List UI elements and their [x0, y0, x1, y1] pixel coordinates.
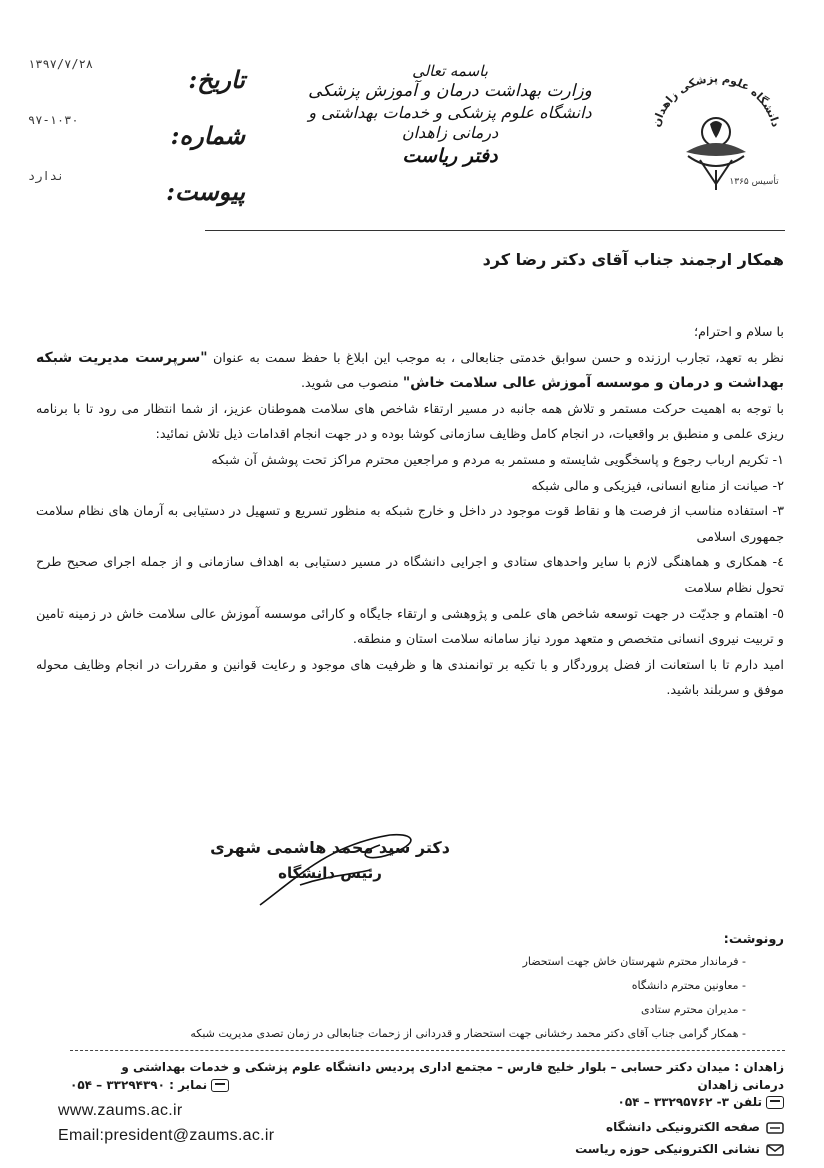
list-item: ۱- تکریم ارباب رجوع و پاسخگویی شایسته و مستمر به مردم و مراجعین محترم مراکز تحت پوشش آن شبکه — [211, 452, 784, 468]
list-item: ۲- صیانت از منابع انسانی، فیزیکی و مالی شبکه — [531, 478, 784, 494]
letter-body — [36, 320, 784, 704]
letter-meta-values — [28, 52, 118, 220]
closing-paragraph: امید دارم تا با استعانت از فضل پروردگار و با تکیه بر توانمندی ها و ظرفیت های موجود و رعایت قوانین و مقررات در انجام وظایف محوله موفق و سربلند باشید. — [36, 657, 784, 699]
header-divider — [205, 230, 785, 231]
email-link[interactable]: Email:president@zaums.ac.ir — [58, 1127, 275, 1144]
letter-meta-labels — [150, 60, 245, 228]
university-full-name: دانشگاه علوم پزشکی و خدمات بهداشتی و درمانی زاهدان — [308, 102, 592, 143]
appointment-text-end: منصوب می شوید. — [300, 376, 403, 392]
attachment-label: پیوست: — [166, 177, 245, 206]
footer-phone — [618, 1095, 784, 1109]
cc-item: - فرماندار محترم شهرستان خاش جهت استحضار — [522, 955, 746, 968]
website-link[interactable]: www.zaums.ac.ir — [58, 1102, 183, 1119]
date-value: ۱۳۹۷/۷/۲۸ — [28, 57, 94, 71]
footer-divider — [70, 1050, 785, 1051]
number-value: ۹۷-۱۰۳۰ — [28, 113, 79, 127]
fax-text: نمابر : ۳۳۲۹۴۳۹۰ – ۰۵۴ — [70, 1078, 208, 1092]
bismillah: باسمه تعالی — [412, 62, 488, 80]
footer-email-label — [575, 1142, 784, 1156]
footer-address: زاهدان : میدان دکتر حسابی – بلوار خلیج فارس – مجتمع اداری پردیس دانشگاه علوم پزشکی و خدمات بهداشتی و درمانی زاهدان — [121, 1060, 784, 1092]
phone-text: تلفن ۳- ۳۳۲۹۵۷۶۲ – ۰۵۴ — [617, 1095, 762, 1109]
cc-item: - مدیران محترم ستادی — [641, 1003, 746, 1016]
svg-text:دانشگاه علوم پزشکی زاهدان — [650, 72, 783, 129]
signer-title: رئیس دانشگاه — [278, 864, 382, 882]
recipient: همکار ارجمند جناب آقای دکتر رضا کرد — [482, 250, 784, 269]
list-item: ٥- اهتمام و جدیّت در جهت توسعه شاخص های علمی و پژوهشی و ارتقاء جایگاه و کارائی موسسه آموزش عالی سلامت خاش در زمینه تامین و تربیت نیروی انسانی متخصص و متعهد مورد نیاز سامانه سلامت استان و منطقه. — [36, 606, 784, 648]
email-icon — [766, 1144, 784, 1156]
cc-title: رونوشت: — [723, 932, 784, 947]
email-label: نشانی الکترونیکی حوزه ریاست — [575, 1142, 760, 1156]
letterhead-center — [300, 62, 600, 168]
footer-fax — [70, 1078, 229, 1092]
cc-item: - معاونین محترم دانشگاه — [631, 979, 746, 992]
phone-icon — [766, 1096, 784, 1109]
logo-university-name: دانشگاه علوم پزشکی زاهدان — [649, 71, 783, 129]
website-label: صفحه الکترونیکی دانشگاه — [605, 1120, 760, 1134]
greeting: با سلام و احترام؛ — [693, 325, 784, 340]
university-emblem-icon — [636, 60, 796, 220]
fax-icon — [211, 1079, 229, 1092]
date-label: تاریخ: — [188, 65, 245, 94]
ministry-name: وزارت بهداشت درمان و آموزش پزشکی — [308, 81, 592, 102]
cc-list — [84, 930, 784, 1046]
list-item: ۳- استفاده مناسب از فرصت ها و نقاط قوت موجود در داخل و خارج شبکه به منظور تسریع و تسهیل در دستیابی به آرمان های نظام سلامت جمهوری اسلامی — [36, 504, 784, 545]
appointment-position: "سرپرست مدیریت شبکه بهداشت و درمان و موسسه آموزش عالی سلامت خاش" — [36, 349, 784, 392]
cc-item: - همکار گرامی جناب آقای دکتر محمد رخشانی جهت استحضار و قدردانی از زحمات جنابعالی در زمان تصدی مدیریت شبکه — [190, 1027, 746, 1040]
paragraph-expectations: با توجه به اهمیت حرکت مستمر و تلاش همه جانبه در مسیر ارتقاء شاخص های سلامت هموطنان عزیز، از شما انتظار می رود تا با برنامه ریزی علمی و منطبق بر واقعیات، در انجام کامل وظایف سازمانی کوشا بوده و در جهت انجام اقدامات ذیل تلاش نمائید: — [36, 401, 784, 443]
attachment-value: ندارد — [28, 169, 65, 183]
footer-website-label — [606, 1120, 784, 1134]
number-label: شماره: — [170, 121, 245, 150]
list-item: ٤- همکاری و هماهنگی لازم با سایر واحدهای ستادی و اجرایی دانشگاه در مسیر دستیابی به اهداف سازمانی و از جمله اجرای صحیح طرح تحول نظام سلامت — [36, 555, 784, 596]
appointment-text-start: نظر به تعهد، تجارب ارزنده و حسن سوابق خدمتی جنابعالی ، به موجب این ابلاغ با حفظ سمت به عنوان — [207, 350, 784, 366]
university-logo — [636, 60, 796, 220]
web-icon — [766, 1122, 784, 1134]
signature-block — [200, 835, 460, 885]
paragraph-appointment — [36, 346, 784, 397]
office-name: دفتر ریاست — [402, 144, 498, 167]
signer-name: دکتر سید محمد هاشمی شهری — [210, 838, 450, 857]
logo-founded: تأسیس ۱۳۶۵ — [729, 177, 779, 187]
